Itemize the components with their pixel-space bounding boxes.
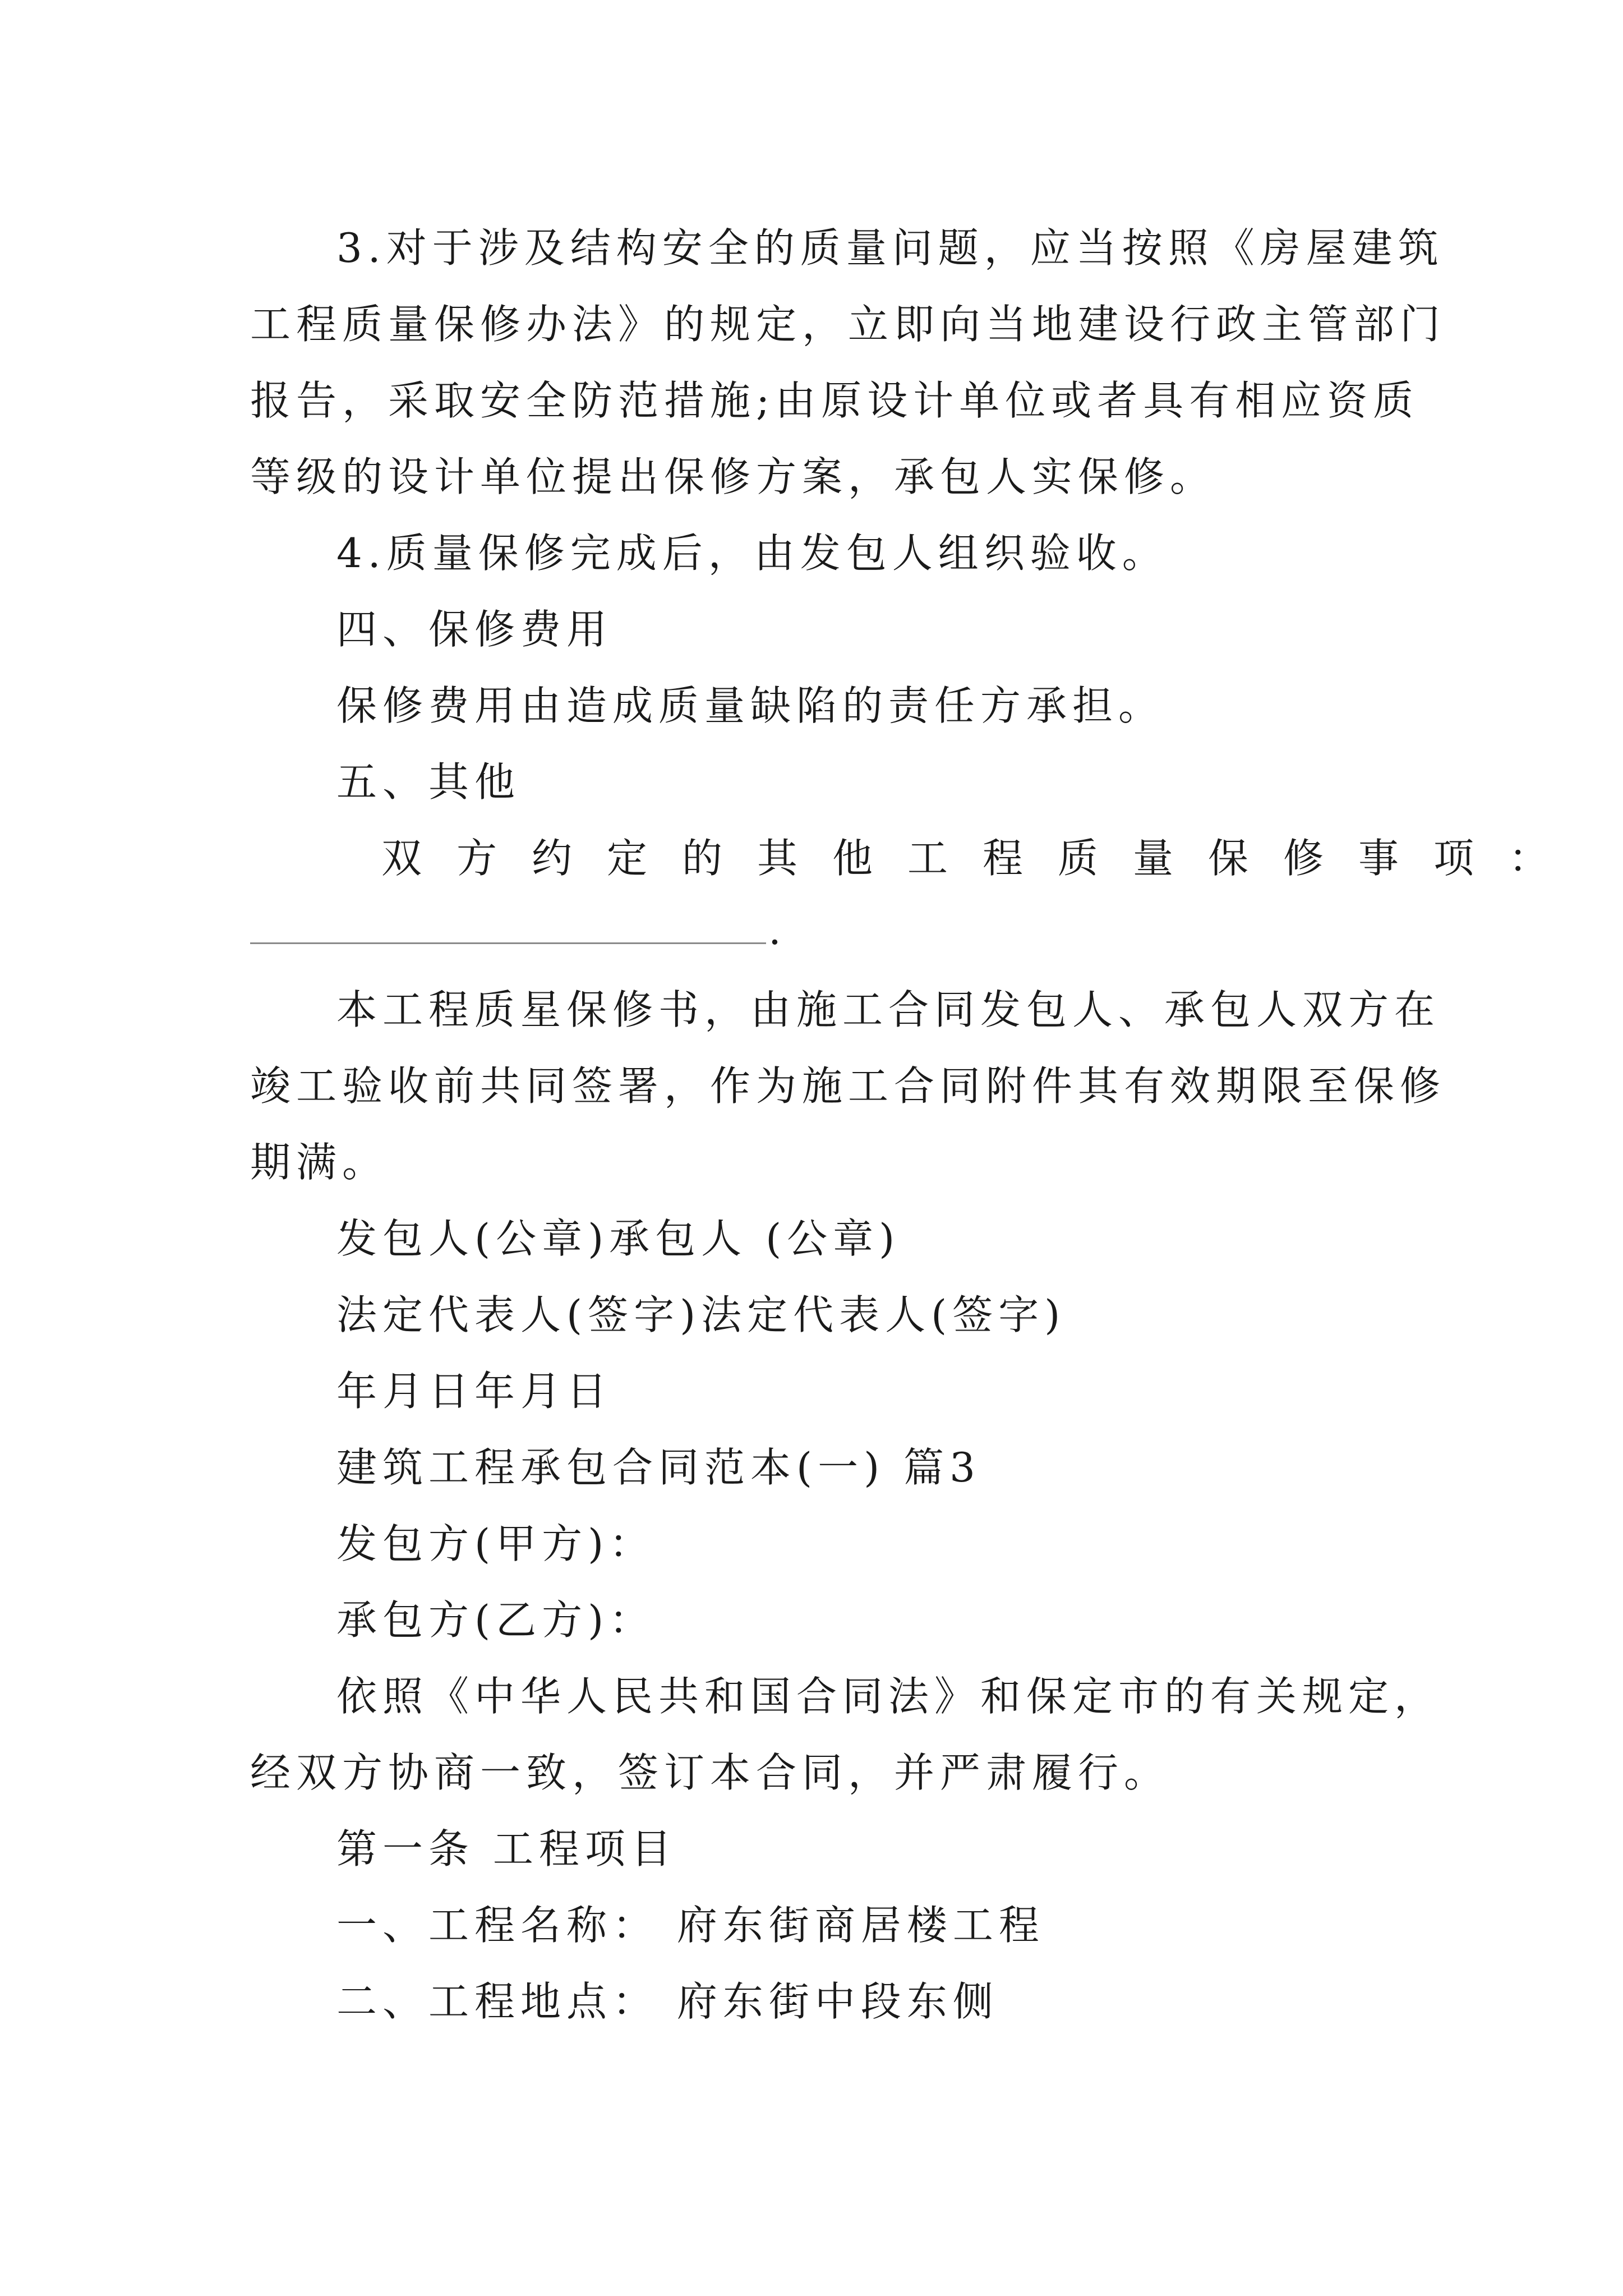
party-b-line: 承包方(乙方)： [336, 1596, 656, 1644]
paragraph-line: 本工程质星保修书，由施工合同发包人、承包人双方在 [336, 986, 1441, 1033]
paragraph-line: 保修费用由造成质量缺陷的责任方承担。 [336, 682, 1165, 729]
paragraph-line: 报告，采取安全防范措施;由原设计单位或者具有相应资质 [250, 377, 1419, 424]
document-title: 建筑工程承包合同范本(一) 篇3 [336, 1444, 981, 1491]
fill-in-blank [250, 942, 766, 944]
list-item: 一、工程名称： 府东街商居楼工程 [336, 1902, 1045, 1949]
article-heading: 第一条 工程项目 [336, 1825, 677, 1872]
paragraph-line: 等级的设计单位提出保修方案，承包人实保修。 [250, 453, 1216, 500]
signature-line: 发包人(公章)承包人 (公章) [336, 1215, 901, 1262]
paragraph-line: 双方约定的其他工程质量保修事项： [381, 835, 1584, 882]
paragraph-line: 竣工验收前共同签署，作为施工合同附件其有效期限至保修 [250, 1062, 1446, 1110]
section-heading: 四、保修费用 [336, 606, 613, 653]
list-item: 二、工程地点： 府东街中段东侧 [336, 1978, 999, 2025]
paragraph-line: 4.质量保修完成后，由发包人组织验收。 [336, 530, 1168, 577]
party-a-line: 发包方(甲方)： [336, 1520, 656, 1567]
paragraph-line: 期满。 [250, 1139, 389, 1186]
paragraph-line: 经双方协商一致，签订本合同，并严肃履行。 [250, 1749, 1170, 1796]
paragraph-line: 依照《中华人民共和国合同法》和保定市的有关规定， [336, 1673, 1441, 1720]
paragraph-line: 3.对于涉及结构安全的质量问题，应当按照《房屋建筑 [336, 224, 1444, 272]
signature-line: 法定代表人(签字)法定代表人(签字) [336, 1291, 1066, 1338]
blank-period: . [768, 907, 781, 954]
section-heading: 五、其他 [336, 758, 521, 806]
date-line: 年月日年月日 [336, 1368, 613, 1415]
paragraph-line: 工程质量保修办法》的规定，立即向当地建设行政主管部门 [250, 301, 1446, 348]
